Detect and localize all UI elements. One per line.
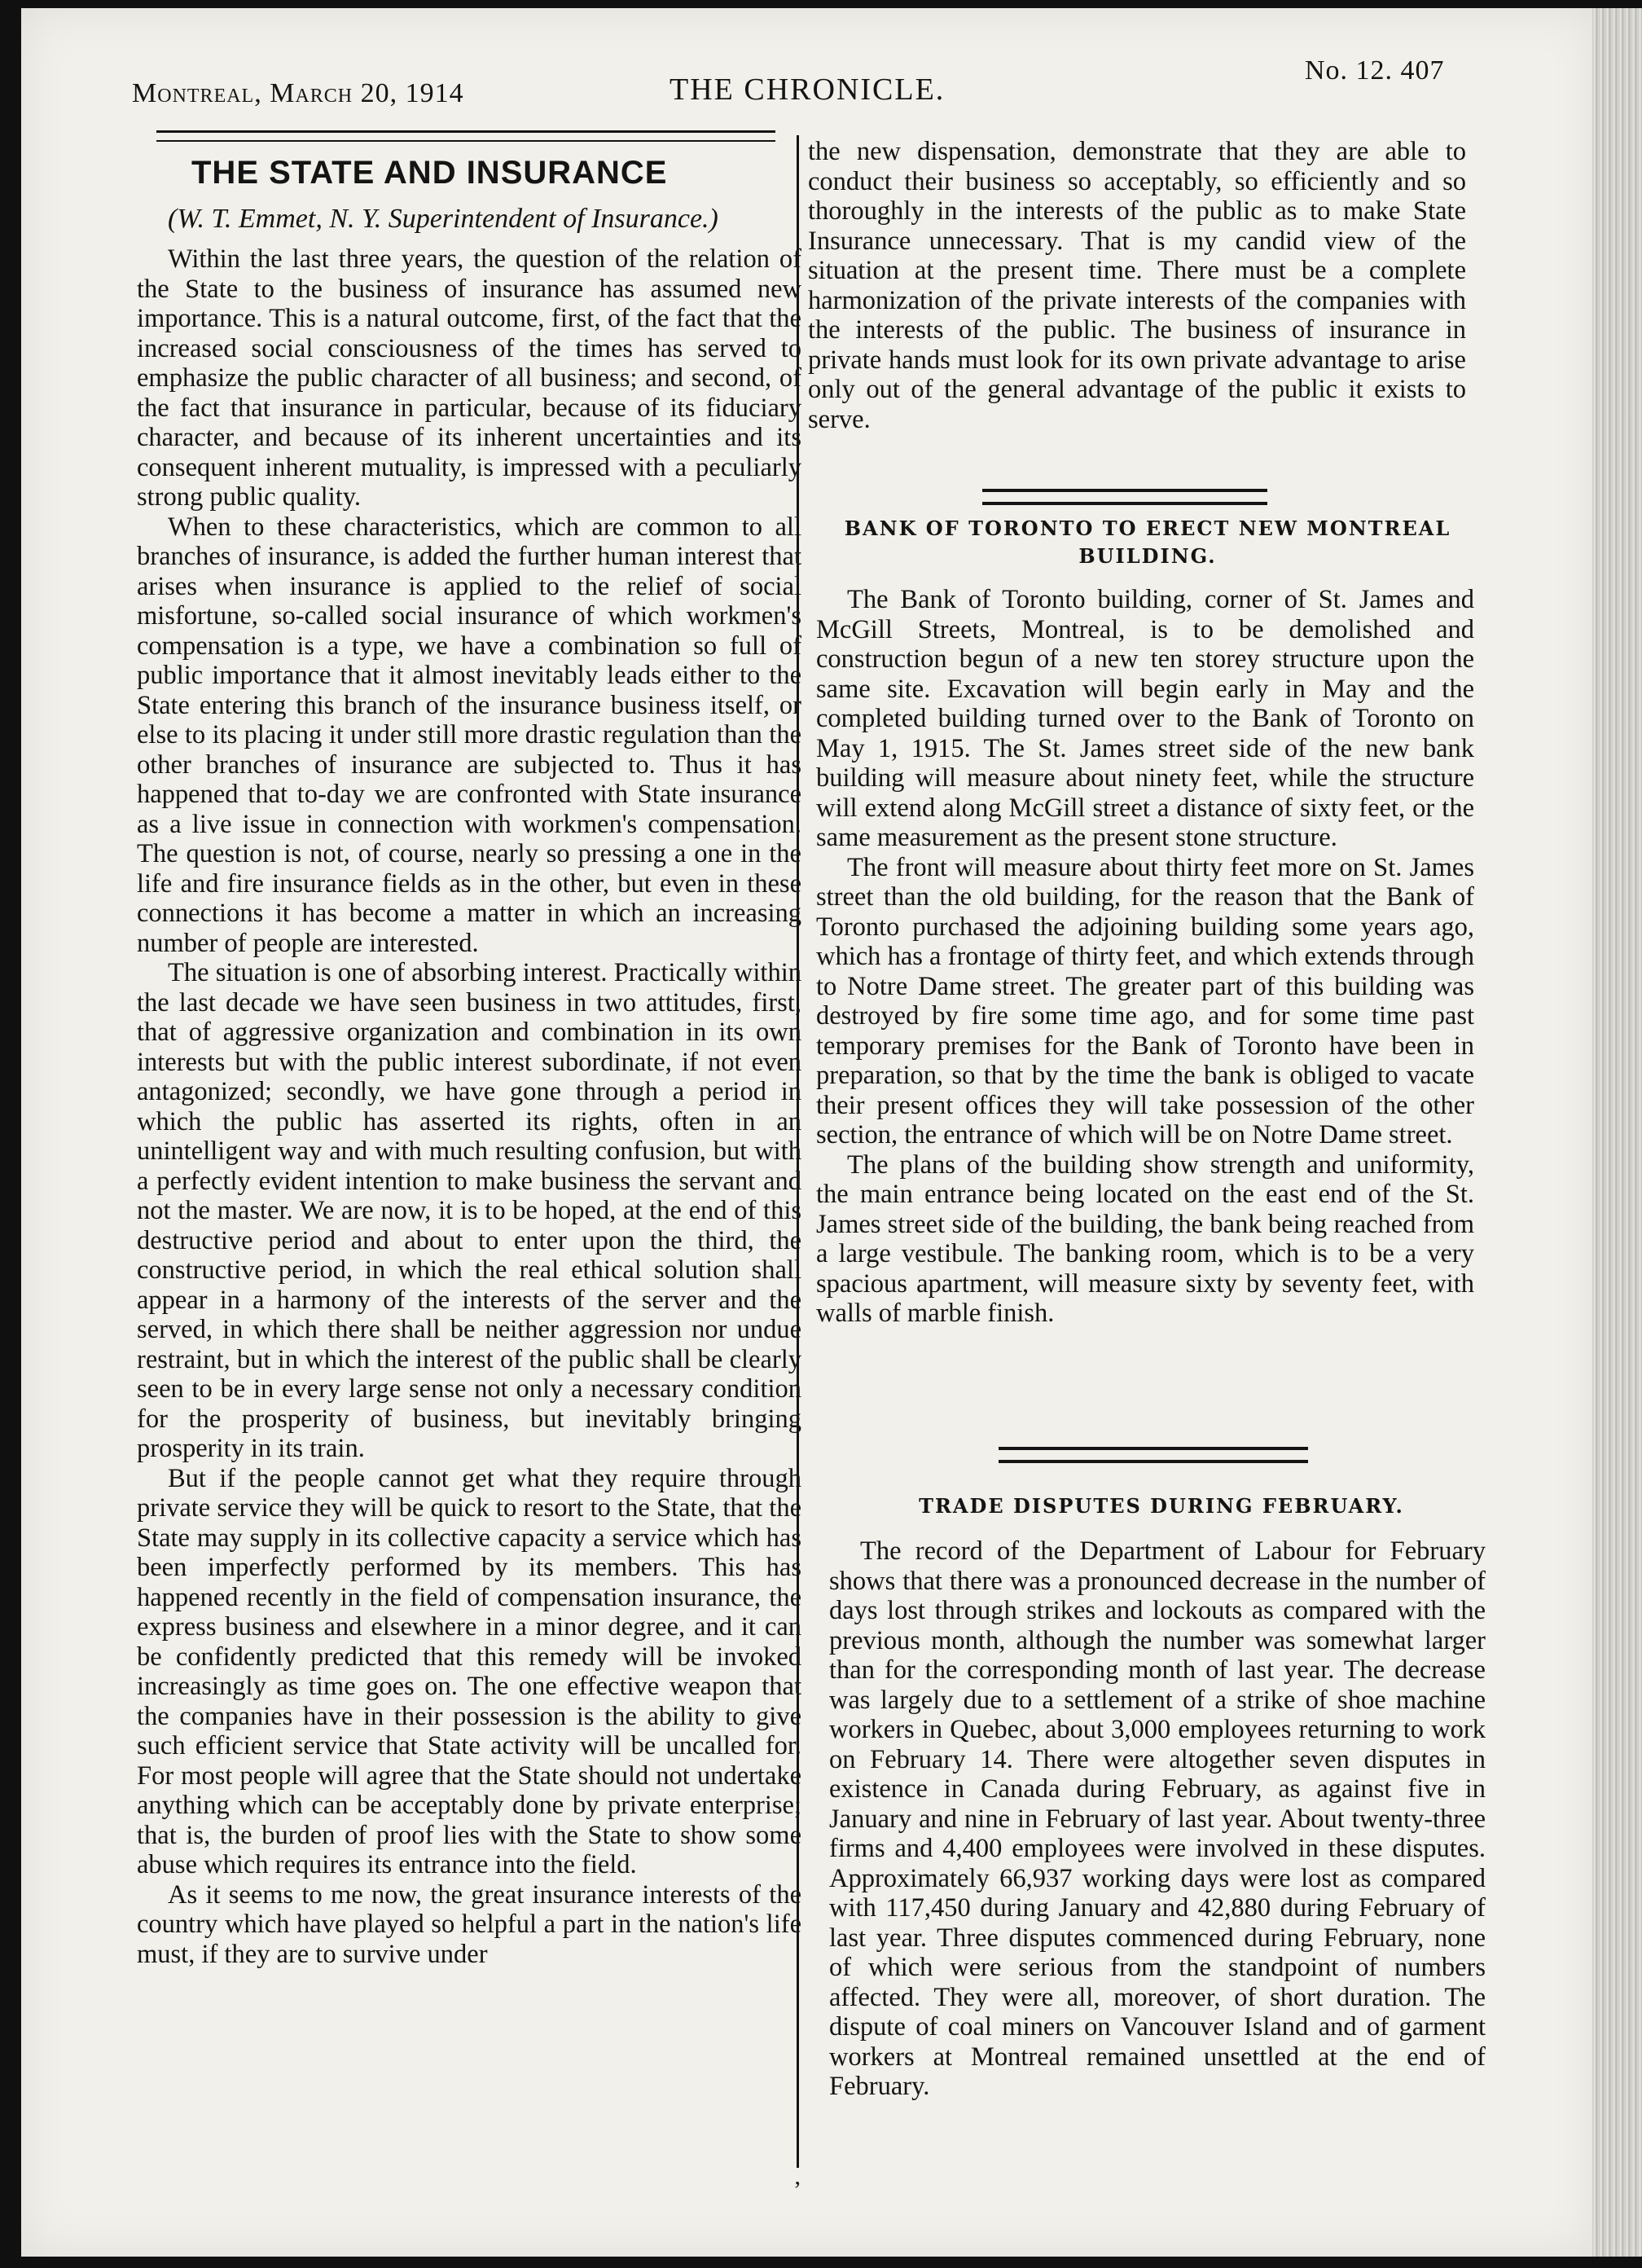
article-continuation: [808, 137, 1466, 434]
section-rule: [999, 1447, 1308, 1463]
header-masthead: THE CHRONICLE.: [670, 73, 946, 107]
article-title-bank-toronto: BANK OF TORONTO TO ERECT NEW MONTREAL BUILDING.: [844, 516, 1451, 568]
article-title-state-insurance: THE STATE AND INSURANCE: [191, 155, 668, 191]
paragraph: The Bank of Toronto building, corner of St. James and McGill Streets, Montreal, is to be demolished and construction begun of a new ten storey structure upon the same site. Excavation will begin early in May and the completed building turned over to the Bank of Toronto on May 1, 1915. The St. James street side of the new bank building will measure about ninety feet, while the structure will extend along McGill street a distance of sixty feet, or the same measurement as the present stone structure.: [816, 585, 1474, 852]
paragraph: As it seems to me now, the great insurance interests of the country which have played so helpful a part in the nation's life must, if they are to survive under: [137, 1879, 801, 1969]
article-title-trade-disputes: TRADE DISPUTES DURING FEBRUARY.: [919, 1494, 1404, 1518]
section-rule: [982, 489, 1267, 505]
article-body-state-insurance: [137, 244, 801, 1969]
paragraph: The record of the Department of Labour for February shows that there was a pronounced decrease in the number of days lost through strikes and lockouts as compared with the previous month, although the number was somewhat larger than for the corresponding month of last year. The decrease was largely due to a settlement of a strike of shoe machine workers in Quebec, about 3,000 employees returning to work on February 14. There were altogether seven disputes in existence in Canada during February, as against five in January and nine in February of last year. About twenty-three firms and 4,400 employees were involved in these disputes. Approximately 66,937 working days were lost as compared with 117,450 during January and 42,880 during February of last year. Three disputes commenced during February, none of which were serious from the standpoint of numbers affected. They were all, moreover, of short duration. The dispute of coal miners on Vancouver Island and of garment workers at Montreal remained unsettled at the end of February.: [829, 1536, 1486, 2101]
page-footer-mark: ʼ: [793, 2177, 801, 2204]
article-body-bank-toronto: [816, 585, 1474, 1329]
paragraph: The front will measure about thirty feet more on St. James street than the old building, for the reason that the Bank of Toronto purchased the adjoining building some years ago, which has a frontage of thirty feet, and which extends through to Notre Dame street. The greater part of this building was destroyed by fire some time ago, and for some time past temporary premises for the Bank of Toronto have been in preparation, so that by the time the bank is obliged to vacate their present offices they will take possession of the other section, the entrance of which will be on Notre Dame street.: [816, 852, 1474, 1149]
paragraph: But if the people cannot get what they require through private service they will be quick to resort to the State, that the State may supply in its collective capacity a service which has been imperfectly performed by its members. This has happened recently in the field of compensation insurance, the express business and elsewhere in a minor degree, and it can be confidently predicted that this remedy will be invoked increasingly as time goes on. The one effective weapon that the companies have in their possession is the ability to give such efficient service that State activity will be uncalled for. For most people will agree that the State should not undertake anything which can be acceptably done by private enterprise; that is, the burden of proof lies with the State to show some abuse which requires its entrance into the field.: [137, 1463, 801, 1879]
header-rule: [156, 130, 775, 142]
page-edge-stack: [1592, 8, 1642, 2257]
paragraph: the new dispensation, demonstrate that they are able to conduct their business so acceptably, so efficiently and so thoroughly in the interests of the public as to make State Insurance unnecessary. That is my candid view of the situation at the present time. There must be a complete harmonization of the private interests of the companies with the interests of the public. The business of insurance in private hands must look for its own private advantage to arise only out of the general advantage of the public it exists to serve.: [808, 137, 1466, 434]
paragraph: The situation is one of absorbing interest. Practically within the last decade we have seen business in two attitudes, first, that of aggressive organization and combination in its own interests but with the public interest subordinate, if not even antagonized; secondly, we have gone through a period in which the public has asserted its rights, often in an unintelligent way and with much resulting confusion, but with a perfectly evident intention to make business the servant and not the master. We are now, it is to be hoped, at the end of this destructive period and about to enter upon the third, the constructive period, in which the real ethical solution shall appear in a harmony of the interests of the server and the served, in which there shall be neither aggression nor undue restraint, but in which the interest of the public shall be clearly seen to be in every large sense not only a necessary condition for the prosperity of business, but inevitably bringing prosperity in its train.: [137, 958, 801, 1463]
article-body-trade-disputes: [829, 1536, 1486, 2102]
paragraph: Within the last three years, the question of the relation of the State to the business of insurance has assumed new importance. This is a natural outcome, first, of the fact that the increased social consciousness of the times has served to emphasize the public character of all business; and second, of the fact that insurance in particular, because of its fiduciary character, and because of its inherent uncertainties and its consequent inherent mutuality, is impressed with a peculiarly strong public quality.: [137, 244, 801, 512]
article-byline: (W. T. Emmet, N. Y. Superintendent of Insurance.): [168, 204, 718, 234]
header-dateline: Montreal, March 20, 1914: [132, 78, 464, 108]
paragraph: The plans of the building show strength and uniformity, the main entrance being located on the east end of the St. James street side of the building, the bank being reached from a large vestibule. The banking room, which is to be a very spacious apartment, will measure sixty by seventy feet, with walls of marble finish.: [816, 1149, 1474, 1328]
paragraph: When to these characteristics, which are common to all branches of insurance, is added the further human interest that arises when insurance is applied to the relief of social misfortune, so-called social insurance of which workmen's compensation is a type, we have a combination so full of public importance that it almost inevitably leads either to the State entering this branch of the insurance business itself, or else to its placing it under still more drastic regulation than the other branches of insurance are subjected to. Thus it has happened that to-day we are confronted with State insurance as a live issue in connection with workmen's compensation. The question is not, of course, nearly so pressing a one in the life and fire insurance fields as in the other, but even in these connections it has become a matter in which an increasing number of people are interested.: [137, 512, 801, 958]
header-issue-page: No. 12. 407: [1305, 55, 1445, 86]
